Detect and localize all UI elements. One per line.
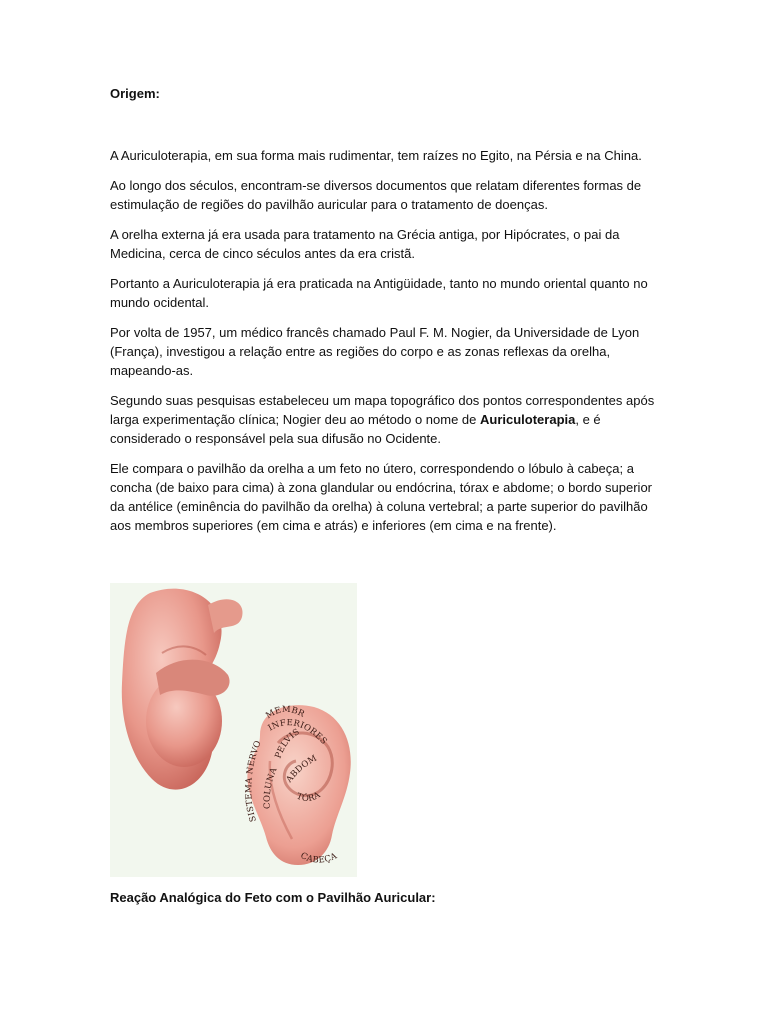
- paragraph-6-text-before: Segundo suas pesquisas estabeleceu um mapa topográfico dos pontos correspondentes após larga experimentação clínica; Nogier deu ao método o nome de: [110, 393, 655, 427]
- paragraph-2: Ao longo dos séculos, encontram-se diversos documentos que relatam diferentes formas de estimulação de regiões do pavilhão auricular para o tratamento de doenças.: [110, 178, 642, 212]
- label-pelvis: PELVIS: [273, 726, 302, 760]
- label-coluna: COLUNA: [262, 766, 280, 810]
- fetus-shape: [122, 589, 243, 790]
- auriculoterapia-bold-term: Auriculoterapia: [480, 412, 576, 427]
- label-inferiores: INFERIORES: [266, 718, 329, 747]
- paragraph-7: Ele compara o pavilhão da orelha a um feto no útero, correspondendo o lóbulo à cabeça; a concha (de baixo para cima) à zona glandular ou endócrina, tórax e abdome; o bordo superior da antélice (eminência do pavilhão da orelha) à coluna vertebral; a parte superior do pavilhão aos membros superiores (em cima e atrás) e inferiores (em cima e na frente).: [110, 461, 653, 533]
- label-torax: TÓRA: [294, 790, 323, 805]
- label-cabeca: CABEÇA: [298, 850, 339, 866]
- label-sistema-nervoso: SISTEMA NERVO: [244, 739, 264, 823]
- paragraph-5: Por volta de 1957, um médico francês chamado Paul F. M. Nogier, da Universidade de Lyon (França), investigou a relação entre as regiões do corpo e as zonas reflexas da orelha, mapeando-as.: [110, 325, 640, 378]
- paragraph-3: A orelha externa já era usada para tratamento na Grécia antiga, por Hipócrates, o pai da Medicina, cerca de cinco séculos antes da era cristã.: [110, 227, 620, 261]
- paragraphs: [110, 146, 662, 546]
- figure-caption: Reação Analógica do Feto com o Pavilhão Auricular:: [110, 890, 436, 905]
- label-membros: MEMBR: [264, 704, 307, 722]
- paragraph-6: [110, 391, 662, 448]
- fetus-ear-figure: [110, 583, 357, 877]
- paragraph-6-text-after: , e é considerado o responsável pela sua difusão no Ocidente.: [110, 412, 601, 446]
- section-heading: Origem:: [110, 86, 160, 101]
- paragraph-1: A Auriculoterapia, em sua forma mais rudimentar, tem raízes no Egito, na Pérsia e na China.: [110, 148, 642, 163]
- fetus-ear-illustration: [110, 583, 357, 877]
- label-abdome: ABDOM: [284, 753, 319, 785]
- paragraph-4: Portanto a Auriculoterapia já era praticada na Antigüidade, tanto no mundo oriental quanto no mundo ocidental.: [110, 276, 648, 310]
